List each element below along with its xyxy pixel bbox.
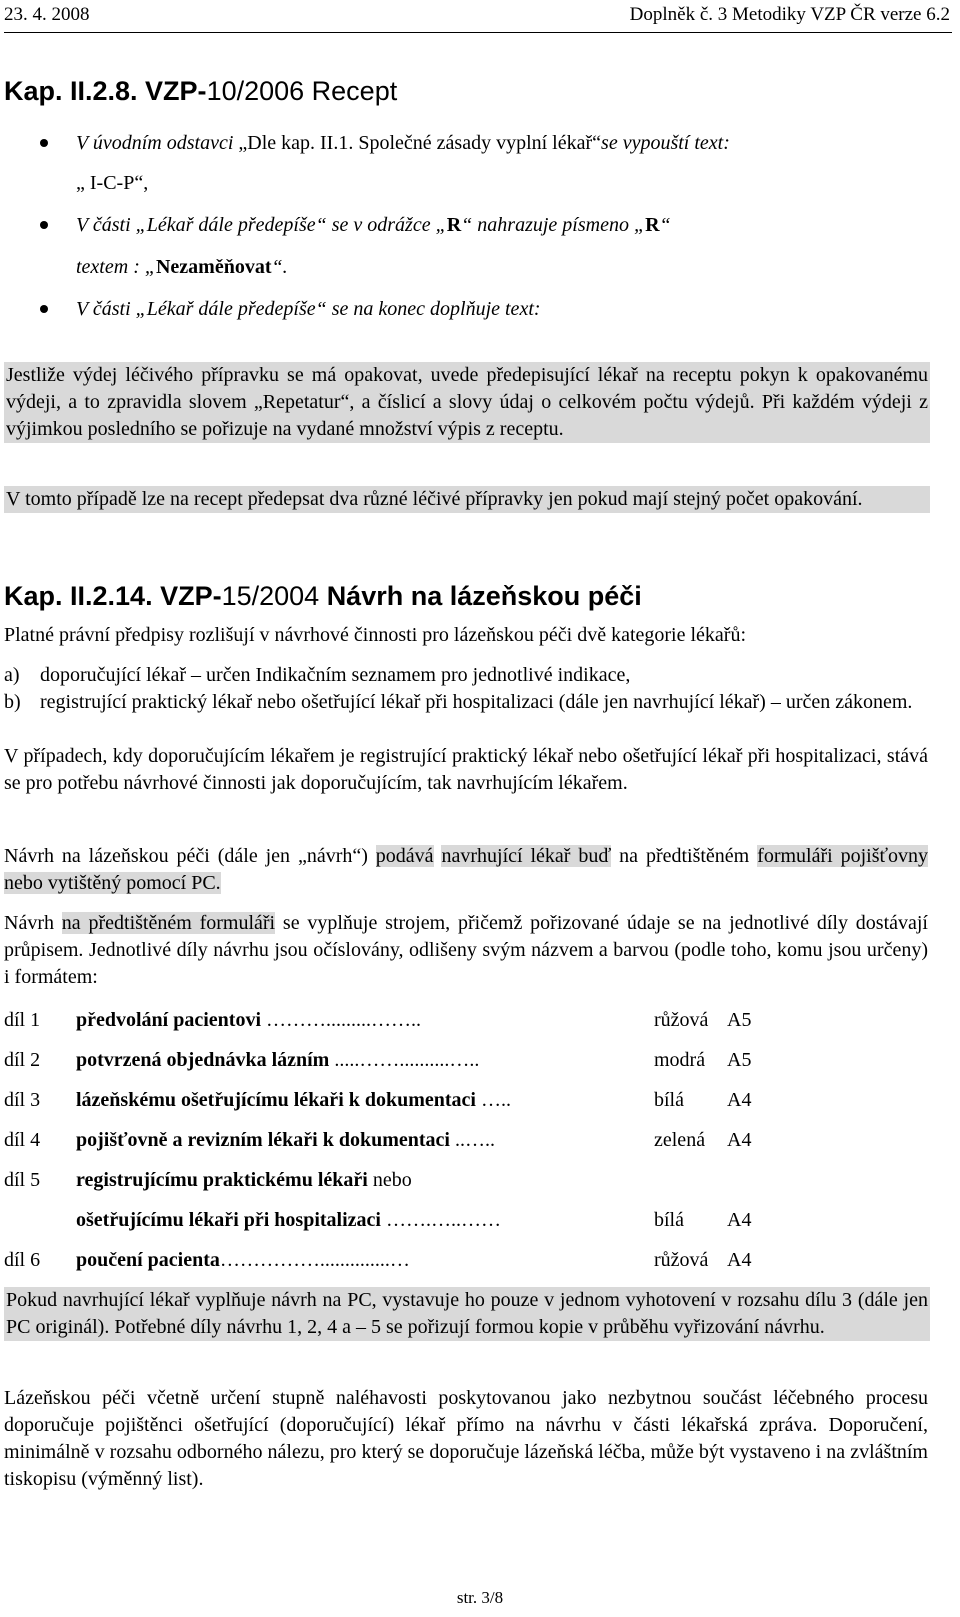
- heading2-prefix: Kap. II.2.14. VZP-: [4, 581, 222, 611]
- part-name: předvolání pacientovi: [76, 1009, 262, 1031]
- bullet2-line2: [76, 254, 288, 281]
- form-a: Návrh: [4, 912, 62, 934]
- part-name: registrujícímu praktickému lékaři: [76, 1169, 368, 1191]
- part-dots: .....……..........…..: [329, 1049, 480, 1071]
- part-name-row: [76, 1206, 501, 1234]
- part-color: růžová: [654, 1009, 709, 1031]
- paragraph-recommendation: Lázeňskou péči včetně určení stupně naléhavosti poskytovanou jako nezbytnou součást léčebného procesu doporučuje pojištěnci ošetřující (doporučující) lékař přímo na návrhu v části lékařská zpráva. Doporučení, minimálně v rozsahu odborného nálezu, pro který se doporučuje lázeňská léčba, může být vystaveno i na zvláštním tiskopisu (výměnný list).: [4, 1387, 928, 1490]
- navrh-a: Návrh na lázeňskou péči (dále jen „návrh“): [4, 845, 376, 867]
- part-color: modrá: [654, 1049, 706, 1071]
- part-color: zelená: [654, 1129, 706, 1151]
- part-name-row: [76, 1126, 495, 1154]
- bullet1-line2: „ I-C-P“,: [76, 172, 149, 194]
- bullet-item-3: V části „Lékař dále předepíše“ se na konec doplňuje text:: [76, 298, 541, 320]
- header-title: Doplněk č. 3 Metodiky VZP ČR verze 6.2: [629, 4, 950, 25]
- part-dots: …….…..……: [380, 1209, 501, 1231]
- heading-rest: 10/2006 Recept: [206, 76, 398, 106]
- part-format: A4: [727, 1209, 752, 1231]
- part-format: A5: [727, 1009, 752, 1031]
- paragraph-cases: V případech, kdy doporučujícím lékařem je registrující praktický lékař nebo ošetřující lékař při hospitalizaci, stává se pro potřebu návrhové činnosti jak doporučujícím, tak navrhujícím lékařem.: [4, 745, 928, 794]
- part-format: A4: [727, 1089, 752, 1111]
- paragraph-intro: Platné právní předpisy rozlišují v návrhové činnosti pro lázeňskou péči dvě kategorie lékařů:: [4, 624, 747, 646]
- part-num: díl 1: [4, 1009, 41, 1031]
- navrh-f: formuláři pojišťovny: [757, 845, 929, 867]
- part-dots: …..: [476, 1089, 511, 1111]
- bullet-icon: [40, 305, 48, 313]
- bullet1-b: „Dle kap. II.1. Společné zásady vyplní lékař“: [238, 132, 602, 154]
- part-dots: ……….........……..: [261, 1009, 422, 1031]
- section-heading-recept: [4, 76, 397, 107]
- bullet2-line2c: “.: [271, 256, 288, 278]
- part-name: poučení pacienta: [76, 1249, 220, 1271]
- paragraph-pc-original: Pokud navrhující lékař vyplňuje návrh na PC, vystavuje ho pouze v jednom vyhotovení v rozsahu dílu 3 (dále jen PC originál). Potřebné díly návrhu 1, 2, 4 a – 5 se pořizují formou kopie v průběhu vyřizování návrhu.: [4, 1287, 930, 1341]
- item-b-text: registrující praktický lékař nebo ošetřující lékař při hospitalizaci (dále jen navrhující lékař) – určen zákonem.: [40, 691, 913, 713]
- item-a-text: doporučující lékař – určen Indikačním seznamem pro jednotlivé indikace,: [40, 664, 631, 686]
- bullet-icon: [40, 221, 48, 229]
- part-num: díl 5: [4, 1169, 41, 1191]
- part-format: A4: [727, 1249, 752, 1271]
- bullet-item-2: [76, 212, 671, 239]
- heading2-num: 15/2004: [221, 581, 327, 611]
- part-name: lázeňskému ošetřujícímu lékaři k dokumentaci: [76, 1089, 476, 1111]
- paragraph-same-repetitions: V tomto případě lze na recept předepsat dva různé léčivé přípravky jen pokud mají stejný počet opakování.: [4, 486, 930, 513]
- paragraph-repetatur: Jestliže výdej léčivého přípravku se má opakovat, uvede předepisující lékař na receptu pokyn k opakovanému výdeji, a to zpravidla slovem „Repetatur“, a číslicí a slovy údaj o celkovém počtu výdejů. Při každém výdeji z výjimkou posledního se pořizuje na vydané množství výpis z receptu.: [4, 362, 930, 443]
- part-color: bílá: [654, 1089, 684, 1111]
- bullet-icon: [40, 139, 48, 147]
- part-num: díl 2: [4, 1049, 41, 1071]
- part-name-row: [76, 1086, 511, 1114]
- form-b: na předtištěném formuláři: [61, 912, 276, 934]
- paragraph-form: [4, 910, 928, 991]
- navrh-e: na předtištěném: [611, 845, 758, 867]
- header-date: 23. 4. 2008: [4, 4, 90, 25]
- form-c: se vyplňuje strojem, přičemž pořizované údaje se na jednotlivé díly dostávají průpisem. Jednotlivé díly návrhu jsou očíslovány, odlišeny svým názvem a barvou (podle toho, komu jsou určeny) i formátem:: [4, 912, 928, 988]
- heading2-title: Návrh na lázeňskou péči: [326, 581, 642, 611]
- section-heading-lazne: [4, 581, 642, 612]
- part-num: díl 3: [4, 1089, 41, 1111]
- heading-prefix: Kap. II.2.8. VZP-: [4, 76, 207, 106]
- navrh-h: nebo vytištěný pomocí PC.: [4, 872, 221, 894]
- header-rule: [4, 32, 952, 33]
- bullet1-a: V úvodním odstavci: [76, 132, 234, 154]
- part-dots: ……………..............…: [219, 1249, 410, 1271]
- part-num: díl 6: [4, 1249, 41, 1271]
- part-name-row: [76, 1246, 410, 1274]
- navrh-d: navrhující lékař buď: [441, 845, 612, 867]
- item-b-label: b): [4, 691, 21, 713]
- part-name: potvrzená objednávka lázním: [76, 1049, 330, 1071]
- part-format: A5: [727, 1049, 752, 1071]
- part-name-row: [76, 1046, 479, 1074]
- bullet2-b: R: [446, 214, 462, 236]
- part-dots: ..…..: [449, 1129, 495, 1151]
- item-a-label: a): [4, 664, 20, 686]
- part-dots: nebo: [367, 1169, 412, 1191]
- bullet2-line2b: Nezaměňovat: [155, 256, 272, 278]
- bullet-item-1: [76, 130, 730, 157]
- bullet2-d: R: [645, 214, 660, 236]
- navrh-b: podává: [375, 845, 434, 867]
- bullet2-e: “: [659, 214, 671, 236]
- part-name-row: [76, 1006, 421, 1034]
- bullet2-c: “ nahrazuje písmeno „: [461, 214, 646, 236]
- part-name: pojišťovně a revizním lékaři k dokumentaci: [76, 1129, 450, 1151]
- part-num: díl 4: [4, 1129, 41, 1151]
- part-color: růžová: [654, 1249, 709, 1271]
- part-format: A4: [727, 1129, 752, 1151]
- paragraph-navrh: [4, 843, 928, 897]
- part-name: ošetřujícímu lékaři při hospitalizaci: [76, 1209, 381, 1231]
- bullet2-a: V části „Lékař dále předepíše“ se v odrážce „: [76, 214, 447, 236]
- page-number: str. 3/8: [456, 1588, 504, 1607]
- part-name-row: [76, 1166, 412, 1194]
- bullet2-line2a: textem : „: [76, 256, 156, 278]
- part-color: bílá: [654, 1209, 684, 1231]
- bullet1-c: se vypouští text:: [601, 132, 730, 154]
